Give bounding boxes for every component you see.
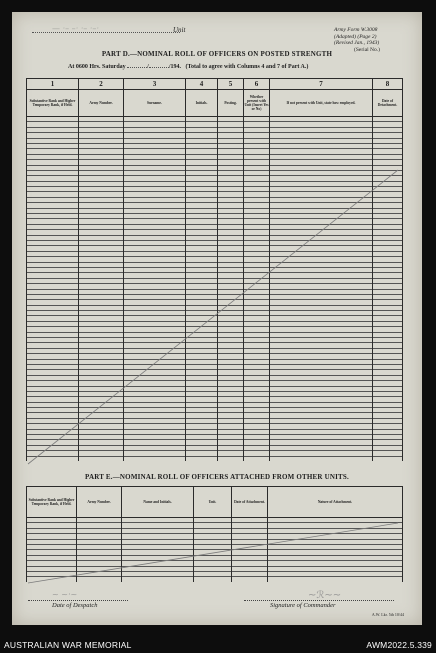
blank-cell: [77, 577, 122, 582]
e-col-head-army-number: Army Number.: [77, 487, 122, 518]
table-row: [27, 577, 403, 582]
blank-cell: [27, 456, 79, 461]
col-head-detachment-date: Date of Detachment.: [373, 90, 403, 117]
col-head-surname: Surname.: [124, 90, 186, 117]
commander-signature: ~ℛ~~: [308, 590, 342, 601]
total-note: (Total to agree with Columns 4 and 7 of Part A.): [185, 64, 309, 70]
part-d-rows: [27, 117, 403, 462]
col-head-army-number: Army Number.: [79, 90, 124, 117]
e-col-head-attach-nature: Nature of Attachment.: [268, 487, 403, 518]
part-e-header-row: [27, 487, 403, 518]
archive-reference: AWM2022.5.339: [366, 640, 432, 650]
year-label: /194.: [168, 64, 182, 70]
col-num-8: 8: [373, 79, 403, 90]
col-num-4: 4: [186, 79, 218, 90]
column-header-row: [27, 90, 403, 117]
e-col-head-name: Name and Initials.: [122, 487, 194, 518]
blank-cell: [27, 577, 77, 582]
col-num-6: 6: [244, 79, 270, 90]
unit-label: Unit: [173, 26, 186, 34]
part-e-table: [26, 486, 403, 582]
printer-mark: A.W. Lkr. 5th 10/44: [371, 612, 404, 617]
col-head-initials: Initials.: [186, 90, 218, 117]
e-col-head-unit: Unit.: [194, 487, 232, 518]
form-name: Army Form W.3008: [334, 27, 378, 33]
despatch-handwriting: ~ ~·~: [52, 590, 78, 599]
col-num-3: 3: [124, 79, 186, 90]
col-head-present: Whether present with Unit (Insert Yes or No): [244, 90, 270, 117]
month-blank: [149, 67, 169, 68]
form-page: [12, 12, 422, 625]
blank-cell: [79, 456, 124, 461]
blank-cell: [194, 577, 232, 582]
table-row: [27, 456, 403, 461]
blank-cell: [232, 577, 268, 582]
col-num-5: 5: [218, 79, 244, 90]
part-d-subtitle: At 0600 Hrs. Saturday / /194. (Total to agree with Columns 4 and 7 of Part A.): [68, 64, 309, 70]
col-num-2: 2: [79, 79, 124, 90]
blank-cell: [244, 456, 270, 461]
commander-label: Signature of Commander: [270, 602, 336, 609]
archive-caption: AUSTRALIAN WAR MEMORIAL: [4, 640, 132, 650]
part-e-title: PART E.—NOMINAL ROLL OF OFFICERS ATTACHED FROM OTHER UNITS.: [85, 473, 349, 481]
blank-cell: [268, 577, 403, 582]
blank-cell: [218, 456, 244, 461]
despatch-line: [28, 600, 128, 601]
blank-cell: [373, 456, 403, 461]
blank-cell: [186, 456, 218, 461]
faint-handwriting: — ·– –· ·– ·–·: [52, 24, 99, 33]
part-d-title: PART D.—NOMINAL ROLL OF OFFICERS ON POSTED STRENGTH: [101, 50, 333, 58]
col-head-posting: Posting.: [218, 90, 244, 117]
part-d-table: [26, 78, 403, 461]
at-hours-label: At 0600 Hrs. Saturday: [68, 64, 126, 70]
col-num-1: 1: [27, 79, 79, 90]
signature-line: [244, 600, 394, 601]
col-head-employment: If not present with Unit, state how employed.: [270, 90, 373, 117]
form-adapted: (Adapted) (Page 2): [334, 33, 377, 40]
blank-cell: [270, 456, 373, 461]
column-number-row: [27, 79, 403, 90]
form-revised: (Revised Jan., 1943): [334, 40, 380, 46]
blank-cell: [122, 577, 194, 582]
e-col-head-attach-date: Date of Attachment.: [232, 487, 268, 518]
day-blank: [127, 67, 147, 68]
col-num-7: 7: [270, 79, 373, 90]
e-col-head-rank: Substantive Rank and Higher Temporary Rank, if Held.: [27, 487, 77, 518]
col-head-rank: Substantive Rank and Higher Temporary Rank, if Held.: [27, 90, 79, 117]
serial-label: (Serial No.): [354, 46, 380, 53]
part-e-rows: [27, 518, 403, 582]
despatch-label: Date of Despatch: [52, 602, 98, 609]
blank-cell: [124, 456, 186, 461]
